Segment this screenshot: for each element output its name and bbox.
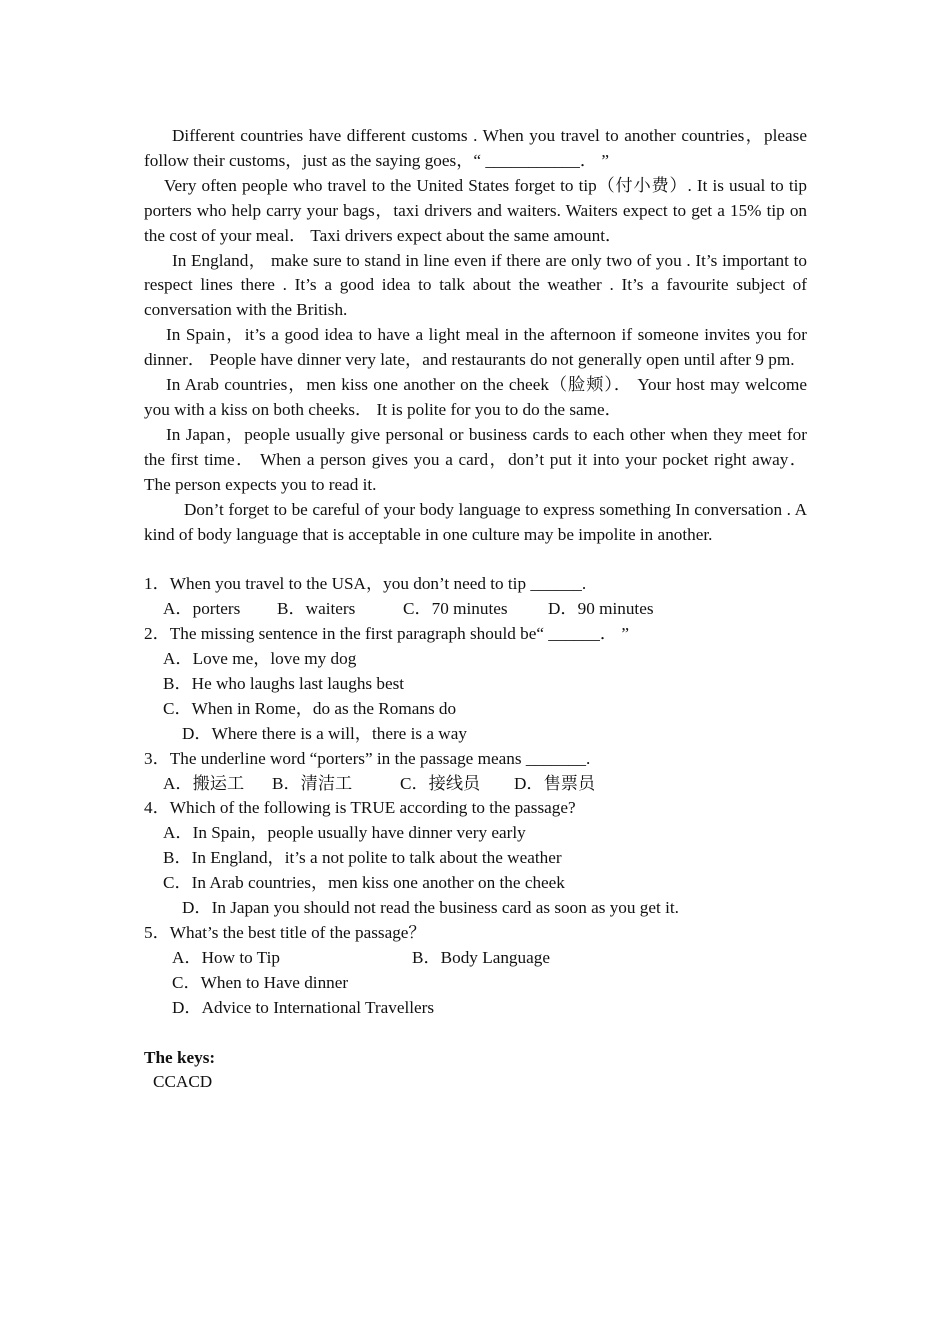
keys-title: The keys: (144, 1047, 216, 1067)
passage-paragraph-7: Don’t forget to be careful of your body language to express something In conversation . A kind of body language that is acceptable in one culture may be impolite in another. (144, 499, 807, 544)
question-5-option-d: D．Advice to International Travellers (172, 997, 435, 1017)
passage-paragraph-6: In Japan，people usually give personal or business cards to each other when they meet for the first time． When a person gives you a card，don’t put it into your pocket right away． The person expects you to read it. (144, 424, 807, 494)
spacer (144, 547, 807, 572)
question-2-option-d: D．Where there is a will，there is a way (182, 723, 467, 743)
question-3-option-d: D．售票员 (514, 773, 596, 793)
question-4-option-a: A．In Spain，people usually have dinner very early (163, 823, 526, 843)
question-4-stem: 4．Which of the following is TRUE according to the passage? (144, 798, 576, 818)
question-3-option-c: C．接线员 (400, 773, 481, 793)
question-1-options (144, 597, 807, 622)
question-2-stem: 2．The missing sentence in the first paragraph should be“ ______． ” (144, 624, 629, 644)
question-1-option-d: D．90 minutes (548, 599, 654, 619)
question-4-option-c: C．In Arab countries，men kiss one another on the cheek (163, 873, 565, 893)
question-3-option-b: B．清洁工 (272, 773, 353, 793)
question-2-option-a: A．Love me，love my dog (163, 649, 357, 669)
question-5-option-c: C．When to Have dinner (172, 972, 349, 992)
keys-value: CCACD (153, 1072, 213, 1092)
passage-paragraph-5: In Arab countries，men kiss one another on the cheek（脸颊）． Your host may welcome you with a kiss on both cheeks． It is polite for you to do the same． (144, 375, 807, 419)
question-3-options (144, 772, 807, 797)
question-4-option-d: D．In Japan you should not read the business card as soon as you get it. (182, 898, 679, 918)
question-5-options-ab (144, 946, 807, 971)
question-2-option-c: C．When in Rome，do as the Romans do (163, 698, 457, 718)
passage-paragraph-3: In England， make sure to stand in line even if there are only two of you . It’s important to respect lines there . It’s a good idea to talk about the weather . It’s a favourite subject of conversation with the British. (144, 250, 807, 320)
question-1-option-a: A．porters (163, 599, 241, 619)
question-3-stem: 3．The underline word “porters” in the passage means _______. (144, 748, 591, 768)
spacer (144, 1021, 807, 1046)
question-5-option-a: A．How to Tip (172, 947, 280, 967)
question-5-option-b: B．Body Language (412, 947, 550, 967)
document-page (144, 124, 807, 1095)
question-1-option-b: B．waiters (277, 599, 356, 619)
question-2-option-b: B．He who laughs last laughs best (163, 673, 405, 693)
passage-paragraph-4: In Spain，it’s a good idea to have a light meal in the afternoon if someone invites you for dinner． People have dinner very late，and restaurants do not generally open until after 9 pm. (144, 325, 807, 370)
question-1-stem: 1．When you travel to the USA，you don’t need to tip ______. (144, 574, 587, 594)
passage-paragraph-2: Very often people who travel to the United States forget to tip（付小费）. It is usual to tip porters who help carry your bags，taxi drivers and waiters. Waiters expect to get a 15% tip on the cost of your meal． Taxi drivers expect about the same amount． (144, 175, 807, 245)
passage-paragraph-1: Different countries have different customs . When you travel to another countries，please follow their customs，just as the saying goes，“ ___________． ” (144, 126, 807, 170)
question-1-option-c: C．70 minutes (403, 599, 508, 619)
question-4-option-b: B．In England，it’s a not polite to talk about the weather (163, 848, 562, 868)
question-5-stem: 5．What’s the best title of the passage？ (144, 922, 426, 942)
question-3-option-a: A．搬运工 (163, 773, 245, 793)
